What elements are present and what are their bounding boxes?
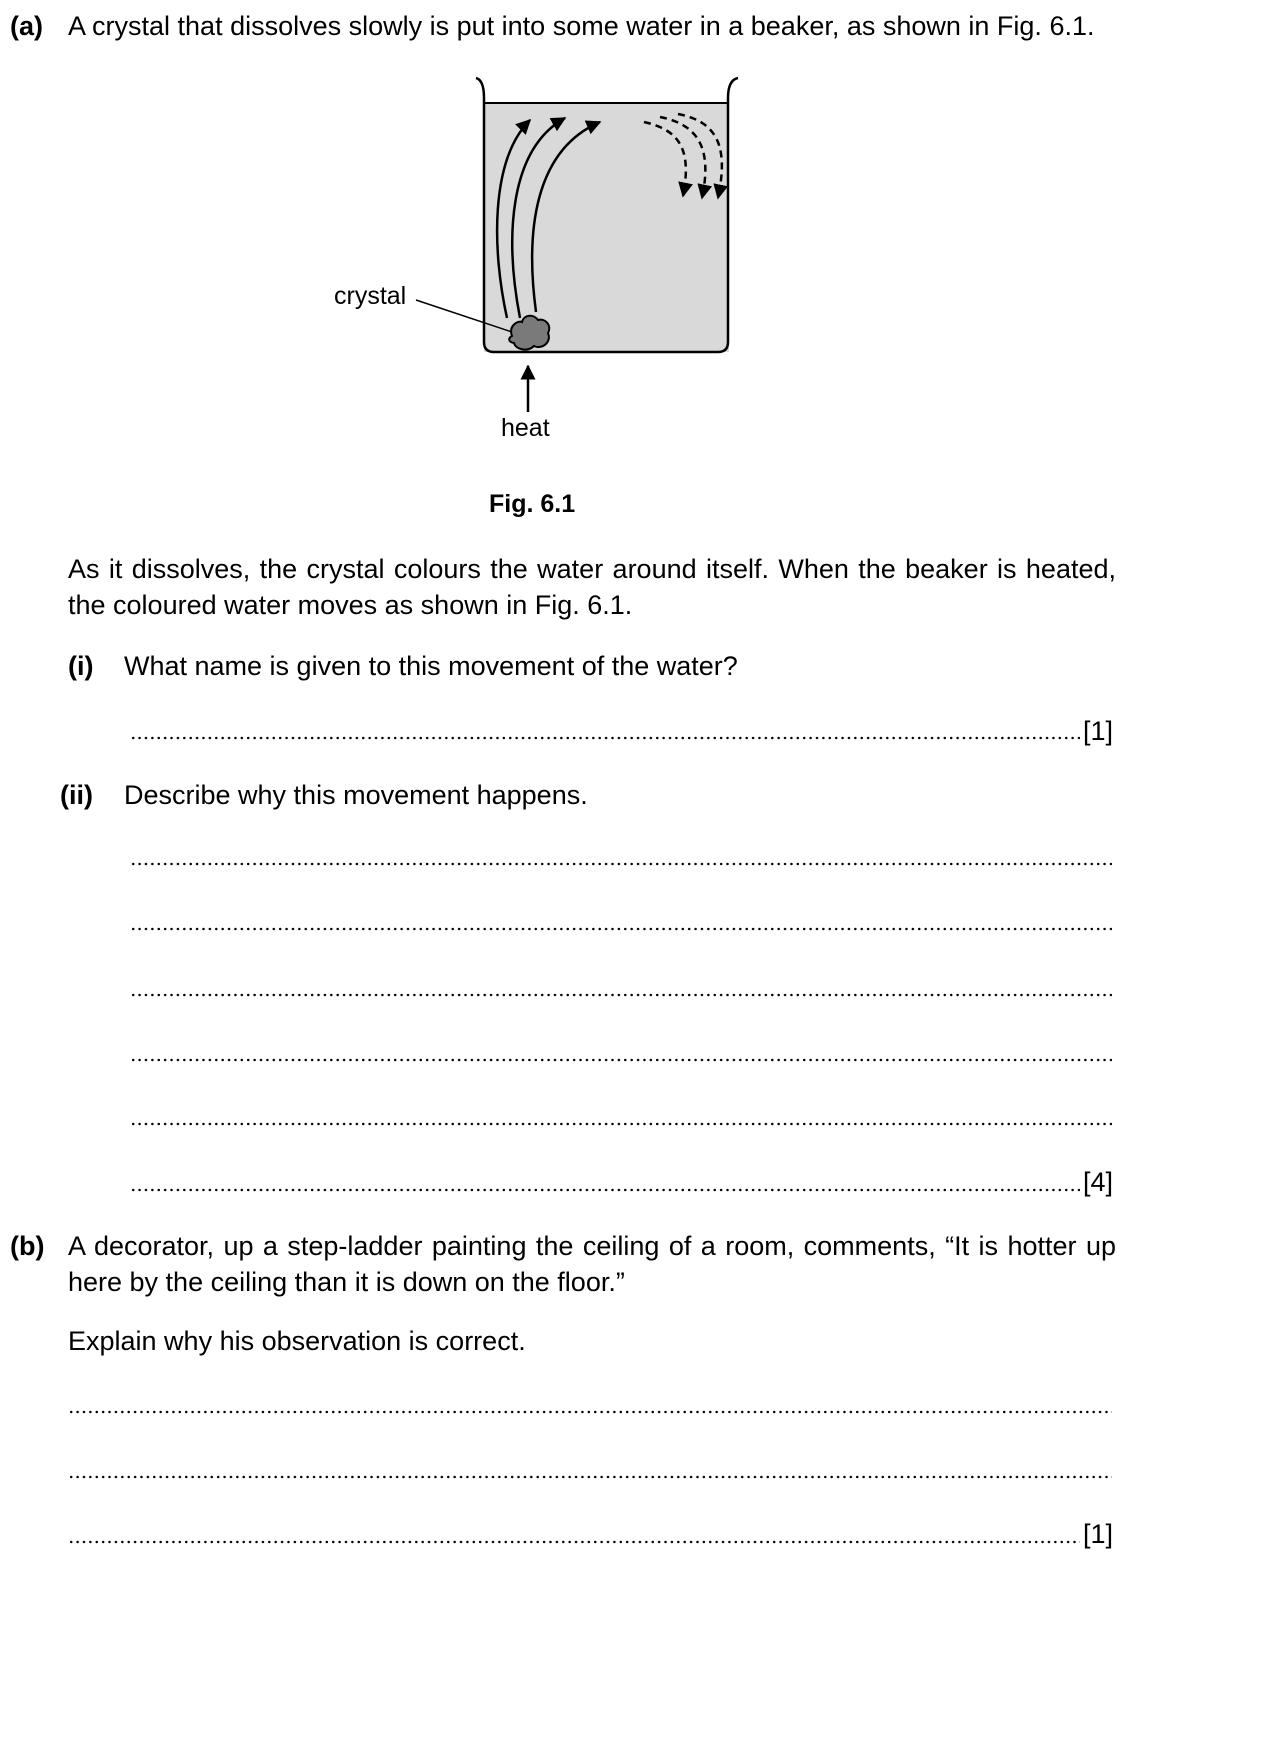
answer-line[interactable] (130, 927, 1112, 931)
sub-ii-label: (ii) (60, 780, 93, 810)
sub-ii-question: Describe why this movement happens. (124, 780, 588, 810)
answer-line[interactable] (130, 993, 1112, 997)
heat-label: heat (501, 414, 550, 442)
part-b-statement: A decorator, up a step-ladder painting the ceiling of a room, comments, “It is hotter up here by the ceiling than it is down on the floor.” (68, 1231, 1116, 1297)
part-b-question: Explain why his observation is correct. (68, 1326, 526, 1356)
sub-i-question: What name is given to this movement of the water? (124, 651, 738, 681)
crystal-label: crystal (334, 282, 407, 310)
marks-b: [1] (1083, 1519, 1114, 1549)
answer-line[interactable] (68, 1540, 1080, 1544)
part-a-description: As it dissolves, the crystal colours the water around itself. When the beaker is heated, the coloured water moves as shown in Fig. 6.1. (68, 554, 1116, 620)
answer-line[interactable] (130, 1122, 1112, 1126)
answer-line[interactable] (68, 1475, 1112, 1479)
beaker (476, 78, 738, 352)
sub-i-label: (i) (68, 651, 94, 681)
answer-line[interactable] (130, 1058, 1112, 1062)
figure-caption: Fig. 6.1 (489, 490, 576, 518)
answer-line[interactable] (68, 1410, 1112, 1414)
answer-line[interactable] (130, 736, 1080, 740)
figure-6-1 (0, 60, 1267, 530)
marks-ii: [4] (1083, 1167, 1114, 1197)
marks-i: [1] (1083, 716, 1114, 746)
part-a-intro: A crystal that dissolves slowly is put into some water in a beaker, as shown in Fig. 6.1. (68, 11, 1095, 41)
part-a-label: (a) (10, 11, 43, 41)
answer-line[interactable] (130, 862, 1112, 866)
part-b-label: (b) (10, 1231, 45, 1261)
answer-line[interactable] (130, 1188, 1080, 1192)
